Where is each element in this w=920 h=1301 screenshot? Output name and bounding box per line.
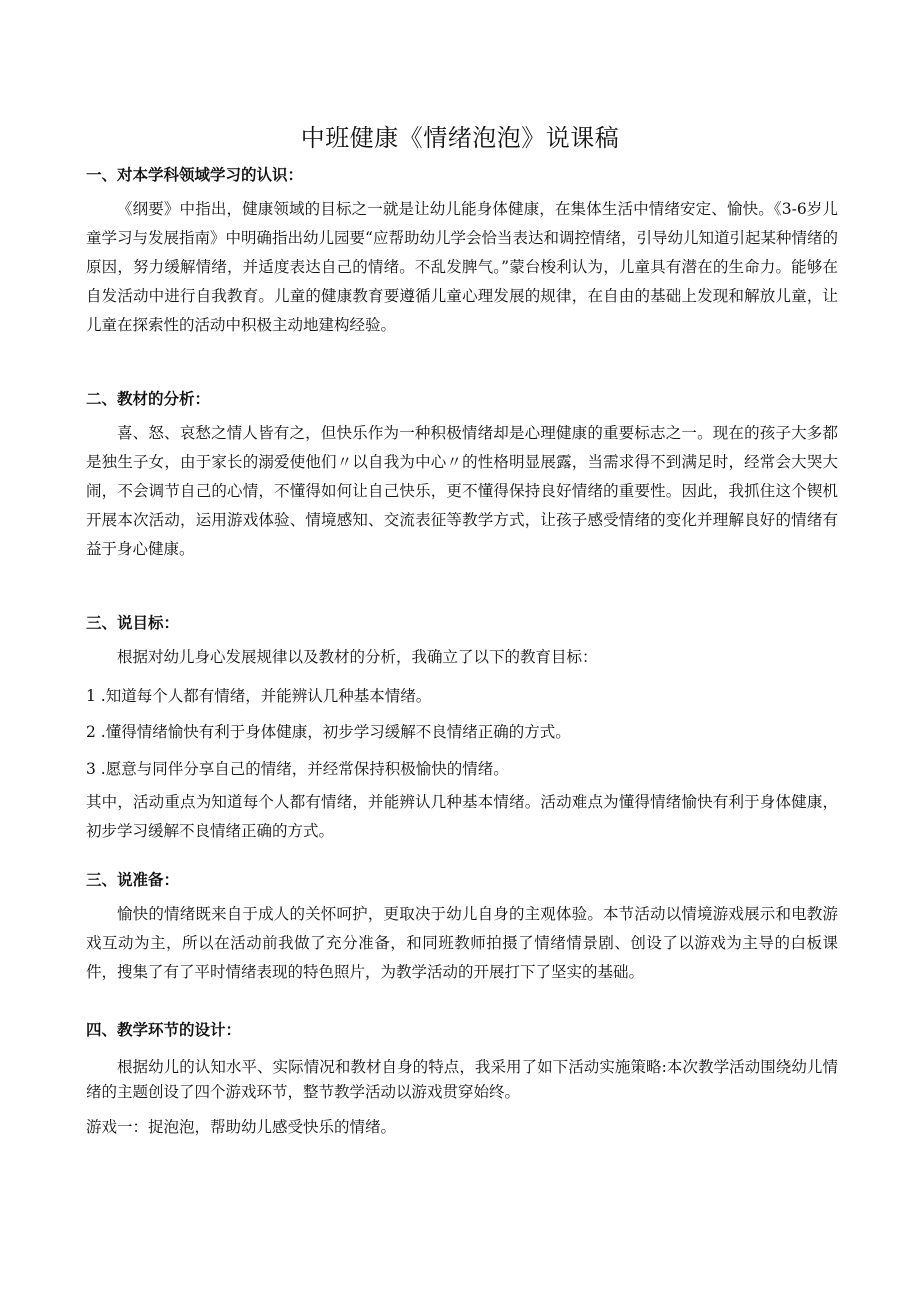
section-heading-4: 三、说准备： <box>86 871 180 889</box>
section-4-paragraph: 愉快的情绪既来自于成人的关怀呵护，更取决于幼儿自身的主观体验。本节活动以情境游戏展示和电教游戏互动为主，所以在活动前我做了充分准备，和同班教师拍摄了情绪情景剧、创设了以游戏为主导的白板课件，搜集了有了平时情绪表现的特色照片，为教学活动的开展打下了坚实的基础。 <box>86 905 838 981</box>
goal-item-1: 1 .知道每个人都有情绪，并能辨认几种基本情绪。 <box>86 687 432 705</box>
section-5-paragraph: 根据幼儿的认知水平、实际情况和教材自身的特点，我采用了如下活动实施策略:本次教学活动围绕幼儿情绪的主题创设了四个游戏环节，整节教学活动以游戏贯穿始终。 <box>86 1058 838 1101</box>
section-heading-3: 三、说目标： <box>86 614 180 632</box>
section-2-paragraph: 喜、怒、哀愁之情人皆有之，但快乐作为一种积极情绪却是心理健康的重要标志之一。现在的孩子大多都是独生子女，由于家长的溺爱使他们〃以自我为中心〃的性格明显展露，当需求得不到满足时，经常会大哭大闹，不会调节自己的心情，不懂得如何让自己快乐，更不懂得保持良好情绪的重要性。因此，我抓住这个锲机开展本次活动，运用游戏体验、情境感知、交流表征等教学方式，让孩子感受情绪的变化并理解良好的情绪有益于身心健康。 <box>86 424 838 558</box>
section-heading-2: 二、教材的分析： <box>86 390 211 408</box>
section-heading-1: 一、对本学科领域学习的认识： <box>86 166 304 184</box>
section-1-paragraph: 《纲要》中指出，健康领域的目标之一就是让幼儿能身体健康，在集体生活中情绪安定、愉快。《3-6岁儿童学习与发展指南》中明确指出幼儿园要“应帮助幼儿学会恰当表达和调控情绪，引导幼儿知道引起某种情绪的原因，努力缓解情绪，并适度表达自己的情绪。不乱发脾气。”蒙台梭利认为，儿童具有潜在的生命力。能够在自发活动中进行自我教育。儿童的健康教育要遵循儿童心理发展的规律，在自由的基础上发现和解放儿童，让儿童在探索性的活动中积极主动地建构经验。 <box>86 200 838 334</box>
goals-summary: 其中，活动重点为知道每个人都有情绪，并能辨认几种基本情绪。活动难点为懂得情绪愉快有利于身体健康，初步学习缓解不良情绪正确的方式。 <box>86 793 838 840</box>
goals-intro: 根据对幼儿身心发展规律以及教材的分析，我确立了以下的教育目标： <box>117 648 598 666</box>
goal-item-2: 2 .懂得情绪愉快有利于身体健康，初步学习缓解不良情绪正确的方式。 <box>86 723 571 741</box>
section-heading-5: 四、教学环节的设计： <box>86 1021 242 1039</box>
goal-item-3: 3 .愿意与同伴分享自己的情绪，并经常保持积极愉快的情绪。 <box>86 760 509 778</box>
page-title: 中班健康《情绪泡泡》说课稿 <box>300 124 620 152</box>
game-one-line: 游戏一：捉泡泡，帮助幼儿感受快乐的情绪。 <box>86 1118 397 1136</box>
